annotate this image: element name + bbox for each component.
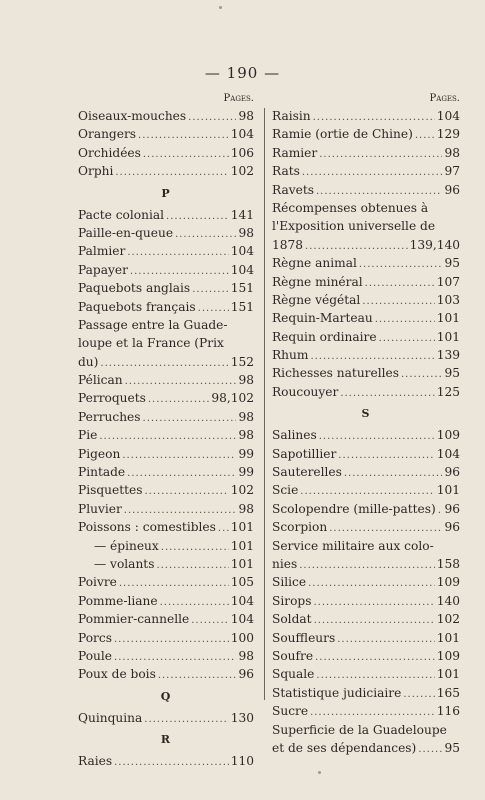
entry-page: 104 [230, 593, 254, 608]
index-entry [78, 610, 254, 628]
entry-term: Papayer [78, 262, 128, 277]
entry-page: 98,102 [211, 391, 254, 406]
entry-page: 110 [230, 754, 254, 769]
index-entry [272, 665, 460, 683]
entry-term: Règne végétal [272, 292, 361, 307]
index-entry [272, 426, 460, 444]
dot-leader [375, 311, 435, 329]
entry-page: 151 [230, 281, 254, 296]
entry-page: 151 [230, 299, 254, 314]
dot-leader [359, 256, 443, 274]
entry-term: Soufre [272, 648, 314, 663]
entry-page: 101 [230, 556, 254, 571]
entry-term: Ravets [272, 182, 314, 197]
entry-term: Rhum [272, 348, 309, 363]
entry-term: Perruches [78, 409, 141, 424]
index-entry [272, 481, 460, 499]
section-letter: Q [160, 689, 172, 703]
index-entry [78, 107, 254, 125]
entry-page: 98 [238, 648, 254, 663]
index-entry [272, 537, 460, 555]
dot-leader [127, 244, 228, 262]
index-entry [272, 125, 460, 143]
dot-leader [114, 754, 229, 772]
dot-leader [143, 410, 237, 428]
entry-term: Ramie (ortie de Chine) [272, 127, 413, 142]
index-entry [78, 537, 254, 555]
dot-leader [188, 109, 236, 127]
entry-page: 99 [238, 465, 254, 480]
entry-page: 116 [436, 704, 460, 719]
index-entry [272, 273, 460, 291]
entry-page: 96 [444, 501, 460, 516]
entry-page: 101 [230, 520, 254, 535]
dot-leader [379, 330, 435, 348]
entry-term: loupe et la France (Prix [78, 336, 224, 351]
index-entry [78, 371, 254, 389]
dot-leader [138, 127, 229, 145]
section-letter: R [160, 733, 172, 747]
entry-term: Paquebots français [78, 299, 196, 314]
dot-leader [161, 539, 229, 557]
index-column-left [78, 90, 254, 771]
entry-term: Pigeon [78, 446, 121, 461]
section-letter: P [161, 186, 171, 200]
entry-term: Requin-Marteau [272, 311, 373, 326]
entry-term: Pacte colonial [78, 207, 165, 222]
entry-term: Requin ordinaire [272, 329, 377, 344]
entry-page: 98 [238, 501, 254, 516]
entry-page: 104 [230, 127, 254, 142]
pages-header: Pages. [429, 93, 460, 104]
paper-speck [318, 771, 321, 774]
index-entry [78, 426, 254, 444]
page-number: — 190 — [204, 64, 281, 82]
dot-leader [299, 557, 435, 575]
dot-leader [338, 447, 434, 465]
index-entry [78, 573, 254, 591]
entry-page: 102 [436, 612, 460, 627]
index-entry [272, 518, 460, 536]
dot-leader [158, 667, 237, 685]
dot-leader [315, 649, 435, 667]
entry-page: 97 [444, 164, 460, 179]
entry-term: Paille-en-queue [78, 225, 174, 240]
index-entry [272, 610, 460, 628]
entry-term: Scie [272, 483, 299, 498]
dot-leader [319, 146, 442, 164]
index-entry [272, 555, 460, 573]
dot-leader [418, 741, 442, 759]
dot-leader [362, 293, 434, 311]
entry-page: 139,140 [409, 237, 460, 252]
column-divider [264, 108, 265, 700]
index-column-right [272, 90, 460, 757]
section-letter: S [361, 407, 371, 421]
index-entry [78, 334, 254, 352]
entry-page: 109 [436, 648, 460, 663]
index-entry [78, 752, 254, 770]
dot-leader [127, 465, 236, 483]
entry-page: 106 [230, 145, 254, 160]
entry-page: 139 [436, 348, 460, 363]
entry-page: 158 [436, 556, 460, 571]
entry-term: Poux de bois [78, 667, 156, 682]
index-entry [78, 279, 254, 297]
entry-term: Palmier [78, 244, 126, 259]
entry-term: Paquebots anglais [78, 281, 191, 296]
index-entry [272, 500, 460, 518]
index-entry [78, 125, 254, 143]
entry-page: 102 [230, 164, 254, 179]
entry-term: Sucre [272, 704, 309, 719]
dot-leader [308, 575, 435, 593]
entry-page: 96 [444, 465, 460, 480]
index-entry [272, 383, 460, 401]
index-entry [272, 199, 460, 217]
dot-leader [122, 447, 236, 465]
index-entry [78, 242, 254, 260]
entry-page: 104 [230, 612, 254, 627]
entry-term: Règne animal [272, 256, 357, 271]
index-entry [272, 445, 460, 463]
index-entry [272, 162, 460, 180]
entry-term: et de ses dépendances) [272, 740, 417, 755]
index-entries [272, 107, 460, 757]
dot-leader [218, 520, 229, 538]
dot-leader [114, 631, 229, 649]
pages-header: Pages. [223, 93, 254, 104]
index-entry [272, 463, 460, 481]
entry-page: 140 [436, 593, 460, 608]
entry-term: Raisin [272, 109, 311, 123]
entry-term: Superficie de la Guadeloupe [272, 722, 447, 737]
index-entry [272, 181, 460, 199]
dot-leader [313, 594, 434, 612]
index-entry [78, 224, 254, 242]
entry-page: 95 [444, 740, 460, 755]
index-entry [272, 144, 460, 162]
index-entry [78, 592, 254, 610]
index-entry [272, 739, 460, 757]
entry-term: Pisquettes [78, 483, 143, 498]
index-entry [78, 518, 254, 536]
entry-page: 99 [238, 446, 254, 461]
entry-page: 98 [238, 225, 254, 240]
entry-page: 96 [444, 182, 460, 197]
index-entry [272, 364, 460, 382]
entry-term: Soldat [272, 612, 312, 627]
index-entries [78, 107, 254, 771]
entry-term: Poissons : comestibles [78, 520, 216, 535]
index-entry [272, 721, 460, 739]
index-entry [272, 647, 460, 665]
dot-leader [365, 275, 435, 293]
entry-page: 98 [238, 428, 254, 443]
entry-term: l'Exposition universelle de [272, 219, 436, 234]
dot-leader [156, 557, 228, 575]
entry-term: Sauterelles [272, 465, 342, 480]
entry-term: Orangers [78, 127, 137, 142]
index-entry [78, 629, 254, 647]
entry-term: Ramier [272, 145, 318, 160]
entry-term: Salines [272, 428, 317, 443]
entry-page: 98 [238, 373, 254, 388]
entry-term: Sirops [272, 593, 312, 608]
index-entry [78, 389, 254, 407]
entry-term: Silice [272, 575, 307, 590]
entry-page: 109 [436, 428, 460, 443]
entry-page: 101 [230, 538, 254, 553]
index-entry [78, 206, 254, 224]
entry-page: 101 [436, 483, 460, 498]
entry-term: Service militaire aux colo- [272, 538, 434, 553]
entry-term: Passage entre la Guade- [78, 317, 228, 332]
entry-term: Orphi [78, 164, 114, 179]
entry-term: Poivre [78, 575, 117, 590]
entry-term: Pie [78, 428, 98, 443]
entry-page: 100 [230, 630, 254, 645]
entry-term: Règne minéral [272, 274, 363, 289]
entry-page: 101 [436, 630, 460, 645]
dot-leader [438, 502, 443, 520]
index-entry [78, 408, 254, 426]
entry-term: Récompenses obtenues à [272, 200, 429, 215]
dot-leader [143, 146, 229, 164]
entry-term: Rats [272, 164, 300, 179]
entry-term: — épineux [94, 538, 159, 553]
entry-page: 130 [230, 710, 254, 725]
entry-page: 104 [230, 262, 254, 277]
index-entry [272, 573, 460, 591]
index-entry [272, 291, 460, 309]
index-entry [272, 107, 460, 125]
index-entry [78, 298, 254, 316]
entry-term: Pomme-liane [78, 593, 158, 608]
dot-leader [175, 226, 236, 244]
entry-page: 98 [444, 145, 460, 160]
index-entry [272, 254, 460, 272]
paper-speck [219, 6, 222, 9]
dot-leader [415, 127, 435, 145]
index-entry [272, 684, 460, 702]
entry-term: Orchidées [78, 145, 141, 160]
index-entry [78, 261, 254, 279]
entry-term: Porcs [78, 630, 112, 645]
index-entry [272, 217, 460, 235]
entry-page: 141 [230, 207, 254, 222]
index-entry [78, 647, 254, 665]
dot-leader [148, 391, 209, 409]
entry-term: Perroquets [78, 391, 146, 406]
entry-term: Oiseaux-mouches [78, 109, 187, 123]
entry-page: 125 [436, 384, 460, 399]
dot-leader [340, 385, 434, 403]
entry-page: 102 [230, 483, 254, 498]
dot-leader [302, 164, 443, 182]
entry-page: 109 [436, 575, 460, 590]
entry-term: Roucouyer [272, 384, 339, 399]
entry-page: 104 [230, 244, 254, 259]
index-entry [272, 629, 460, 647]
entry-page: 96 [238, 667, 254, 682]
index-entry [78, 500, 254, 518]
entry-term: Richesses naturelles [272, 366, 399, 381]
index-entry [78, 144, 254, 162]
dot-leader [191, 612, 229, 630]
entry-term: 1878 [272, 237, 304, 252]
entry-page: 101 [436, 329, 460, 344]
entry-term: Scorpion [272, 520, 328, 535]
entry-term: du) [78, 354, 99, 369]
dot-leader [166, 208, 229, 226]
entry-page: 96 [444, 520, 460, 535]
index-entry [78, 162, 254, 180]
entry-term: Pluvier [78, 501, 122, 516]
dot-leader [344, 465, 443, 483]
entry-page: 152 [230, 354, 254, 369]
index-entry [272, 236, 460, 254]
entry-term: Pintade [78, 465, 126, 480]
entry-page: 98 [238, 409, 254, 424]
entry-page: 129 [436, 127, 460, 142]
entry-term: — volants [94, 556, 155, 571]
entry-term: Poule [78, 648, 113, 663]
entry-page: 105 [230, 575, 254, 590]
dot-leader [403, 686, 434, 704]
entry-page: 98 [238, 109, 254, 123]
index-entry [272, 592, 460, 610]
entry-page: 107 [436, 274, 460, 289]
index-entry [78, 463, 254, 481]
index-entry [78, 353, 254, 371]
entry-term: Souffleurs [272, 630, 336, 645]
entry-page: 104 [436, 446, 460, 461]
index-entry [78, 555, 254, 573]
index-entry [78, 445, 254, 463]
index-entry [272, 346, 460, 364]
entry-term: Statistique judiciaire [272, 685, 402, 700]
dot-leader [115, 164, 228, 182]
entry-page: 95 [444, 366, 460, 381]
entry-term: Squale [272, 667, 315, 682]
index-entry [272, 309, 460, 327]
index-entry [272, 328, 460, 346]
index-entry [78, 316, 254, 334]
entry-term: Pommier-cannelle [78, 612, 190, 627]
dot-leader [144, 711, 228, 729]
dot-leader [192, 281, 229, 299]
index-entry [78, 665, 254, 683]
entry-page: 165 [436, 685, 460, 700]
index-entry [78, 481, 254, 499]
index-entry [272, 702, 460, 720]
dot-leader [337, 631, 434, 649]
entry-page: 104 [436, 109, 460, 123]
entry-term: Scolopendre (mille-pattes) [272, 501, 436, 516]
entry-term: nies [272, 556, 298, 571]
entry-term: Sapotillier [272, 446, 337, 461]
entry-term: Pélican [78, 373, 123, 388]
entry-page: 101 [436, 311, 460, 326]
entry-term: Quinquina [78, 710, 143, 725]
index-entry [78, 709, 254, 727]
dot-leader [144, 483, 228, 501]
entry-page: 103 [436, 292, 460, 307]
entry-page: 95 [444, 256, 460, 271]
entry-page: 101 [436, 667, 460, 682]
entry-term: Raies [78, 754, 113, 769]
